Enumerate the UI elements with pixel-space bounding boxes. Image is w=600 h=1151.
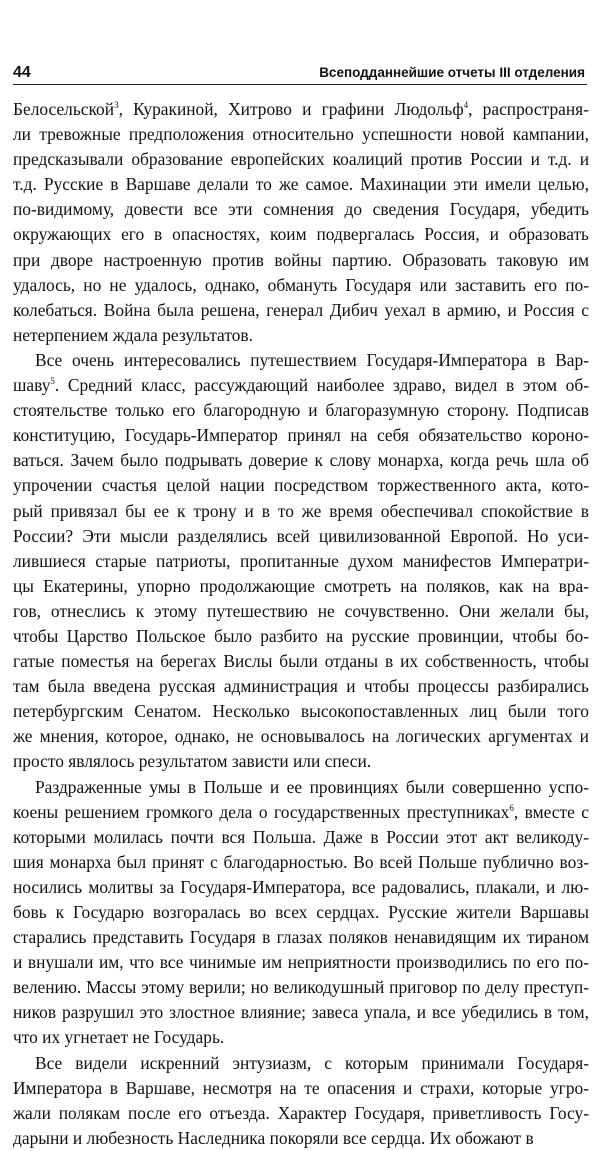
- text-segment: чтобы Царство Польское было разбито на русские провинции, чтобы бо-: [13, 625, 589, 646]
- text-segment: цы Екатерины, упорно продолжающие смотреть на поляков, как на вра-: [13, 575, 589, 596]
- text-segment: коены решением громкого дела о государственных преступниках: [13, 801, 510, 822]
- text-line: [13, 373, 589, 398]
- text-line: [13, 1126, 589, 1151]
- text-line: [13, 473, 589, 498]
- text-line: [13, 423, 589, 448]
- text-segment: Все видели искренний энтузиазм, с которым принимали Государя-: [35, 1052, 589, 1073]
- text-line: [13, 524, 589, 549]
- text-line: [13, 298, 589, 323]
- text-line: [13, 147, 589, 172]
- text-line: [13, 775, 589, 800]
- text-segment: Все очень интересовались путешествием Государя-Императора в Вар-: [35, 349, 589, 370]
- text-line: [13, 323, 589, 348]
- paragraph: [13, 775, 589, 1051]
- text-line: [13, 599, 589, 624]
- text-segment: велению. Массы этому верили; но великодушный приговор по делу преступ-: [13, 977, 589, 998]
- text-line: [13, 172, 589, 197]
- text-segment: ваться. Зачем было подрывать доверие к слову монарха, когда речь шла об: [13, 450, 589, 471]
- footnote-marker: 6: [509, 802, 514, 813]
- text-line: [13, 900, 589, 925]
- text-line: [13, 925, 589, 950]
- text-line: [13, 724, 589, 749]
- text-segment: упрочении счастья целой нации посредством торжественного акта, кото-: [13, 475, 589, 496]
- text-line: [13, 122, 589, 147]
- page-number: 44: [13, 64, 31, 81]
- text-segment: старались представить Государя в глазах поляков ненавидящим их тираном: [13, 927, 589, 948]
- text-segment: что их угнетает не Государь.: [13, 1027, 225, 1048]
- paragraph: [13, 348, 589, 775]
- text-segment: гов, отнеслись к этому путешествию не сочувственно. Они желали бы,: [13, 600, 589, 621]
- text-line: [13, 950, 589, 975]
- footnote-marker: 4: [463, 100, 469, 110]
- text-segment: т.д. Русские в Варшаве делали то же самое. Махинации эти имели целью,: [13, 174, 589, 195]
- text-segment: лившиеся старые патриоты, пропитанные духом манифестов Императри-: [13, 550, 589, 571]
- text-segment: гатые поместья на берегах Вислы были отданы в их собственность, чтобы: [13, 651, 589, 672]
- text-segment: рый привязал бы ее к трону и в то же время обеспечивал спокойствие в: [13, 500, 589, 521]
- body-text: [13, 97, 589, 1151]
- text-segment: жали полякам после его отъезда. Характер Государя, приветливость Госу-: [13, 1102, 589, 1123]
- text-line: [13, 197, 589, 222]
- text-line: [13, 850, 589, 875]
- text-line: [13, 624, 589, 649]
- text-segment: по-видимому, довести все эти сомнения до сведения Государя, убедить: [13, 199, 589, 220]
- text-segment: Белосельской: [13, 99, 115, 119]
- text-segment: шия монарха был принят с благодарностью. Во всей Польше публично воз-: [13, 851, 589, 872]
- text-segment: которыми молилась почти вся Польша. Даже в России этот акт великоду-: [13, 826, 589, 847]
- footnote-marker: 5: [50, 376, 55, 387]
- text-segment: дарыни и любезность Наследника покоряли все сердца. Их обожают в: [13, 1127, 534, 1148]
- text-line: [13, 1025, 589, 1050]
- text-line: [13, 825, 589, 850]
- text-segment: ли тревожные предположения относительно успешности новой кампании,: [13, 124, 589, 145]
- text-line: [13, 398, 589, 423]
- text-line: [13, 222, 589, 247]
- text-segment: Императора в Варшаве, несмотря на те опасения и страхи, которые угро-: [13, 1077, 589, 1098]
- text-segment: . Средний класс, рассуждающий наиболее здраво, видел в этом об-: [54, 375, 589, 396]
- text-line: [13, 800, 589, 825]
- running-header: [13, 62, 587, 85]
- text-segment: конституцию, Государь-Император принял на себя обязательство короно-: [13, 425, 589, 446]
- text-segment: окружающих его в опасностях, коим подвергалась Россия, и образовать: [13, 224, 589, 245]
- text-segment: колебаться. Война была решена, генерал Дибич уехал в армию, и Россия с: [13, 299, 589, 320]
- text-line: [13, 674, 589, 699]
- text-line: [13, 97, 589, 122]
- text-segment: , Куракиной, Хитрово и графини Людольф: [118, 99, 464, 119]
- text-segment: при дворе настроенную против войны партию. Образовать таковую им: [13, 249, 589, 270]
- text-segment: предсказывали образование европейских коалиций против России и т.д. и: [13, 149, 589, 170]
- text-segment: и внушали им, что все чинимые им неприятности производились по его по-: [13, 952, 589, 973]
- text-line: [13, 875, 589, 900]
- text-segment: , распространя-: [468, 99, 589, 119]
- text-line: [13, 1000, 589, 1025]
- text-line: [13, 499, 589, 524]
- text-segment: России? Эти мысли разделялись всей цивилизованной Европой. Но уси-: [13, 525, 589, 546]
- text-segment: ников разрушил это злостное влияние; завеса упала, и все убедились в том,: [13, 1002, 589, 1023]
- text-segment: просто являлось результатом зависти или спеси.: [13, 751, 372, 772]
- text-segment: стоятельстве только его благородную и благоразумную сторону. Подписав: [13, 400, 589, 421]
- text-segment: бовь к Государю возгоралась во всех сердцах. Русские жители Варшавы: [13, 902, 589, 922]
- text-segment: нетерпением ждала результатов.: [13, 324, 253, 345]
- text-line: [13, 574, 589, 599]
- paragraph: [13, 1051, 589, 1151]
- text-line: [13, 649, 589, 674]
- text-line: [13, 1051, 589, 1076]
- text-segment: носились молитвы за Государя-Императора, все радовались, плакали, и лю-: [13, 876, 589, 897]
- paragraph: [13, 97, 589, 348]
- text-line: [13, 273, 589, 298]
- text-line: [13, 1076, 589, 1101]
- text-line: [13, 248, 589, 273]
- text-segment: петербургским Сенатом. Несколько высокопоставленных лиц были того: [13, 701, 589, 722]
- running-title: Всеподданнейшие отчеты III отделения: [319, 65, 585, 80]
- text-segment: шаву: [13, 375, 51, 396]
- text-line: [13, 448, 589, 473]
- footnote-marker: 3: [114, 100, 119, 110]
- text-segment: удалось, но не удалось, однако, обмануть Государя или заставить его по-: [13, 274, 589, 295]
- text-line: [13, 1101, 589, 1126]
- text-segment: , вместе с: [513, 801, 589, 822]
- text-segment: же мнения, которое, однако, не основывалось на логических аргументах и: [13, 726, 589, 747]
- text-line: [13, 749, 589, 774]
- text-line: [13, 699, 589, 724]
- text-line: [13, 348, 589, 373]
- text-line: [13, 975, 589, 1000]
- text-segment: Раздраженные умы в Польше и ее провинциях были совершенно успо-: [35, 776, 589, 797]
- text-segment: там была введена русская администрация и чтобы процессы разбирались: [13, 676, 589, 697]
- text-line: [13, 549, 589, 574]
